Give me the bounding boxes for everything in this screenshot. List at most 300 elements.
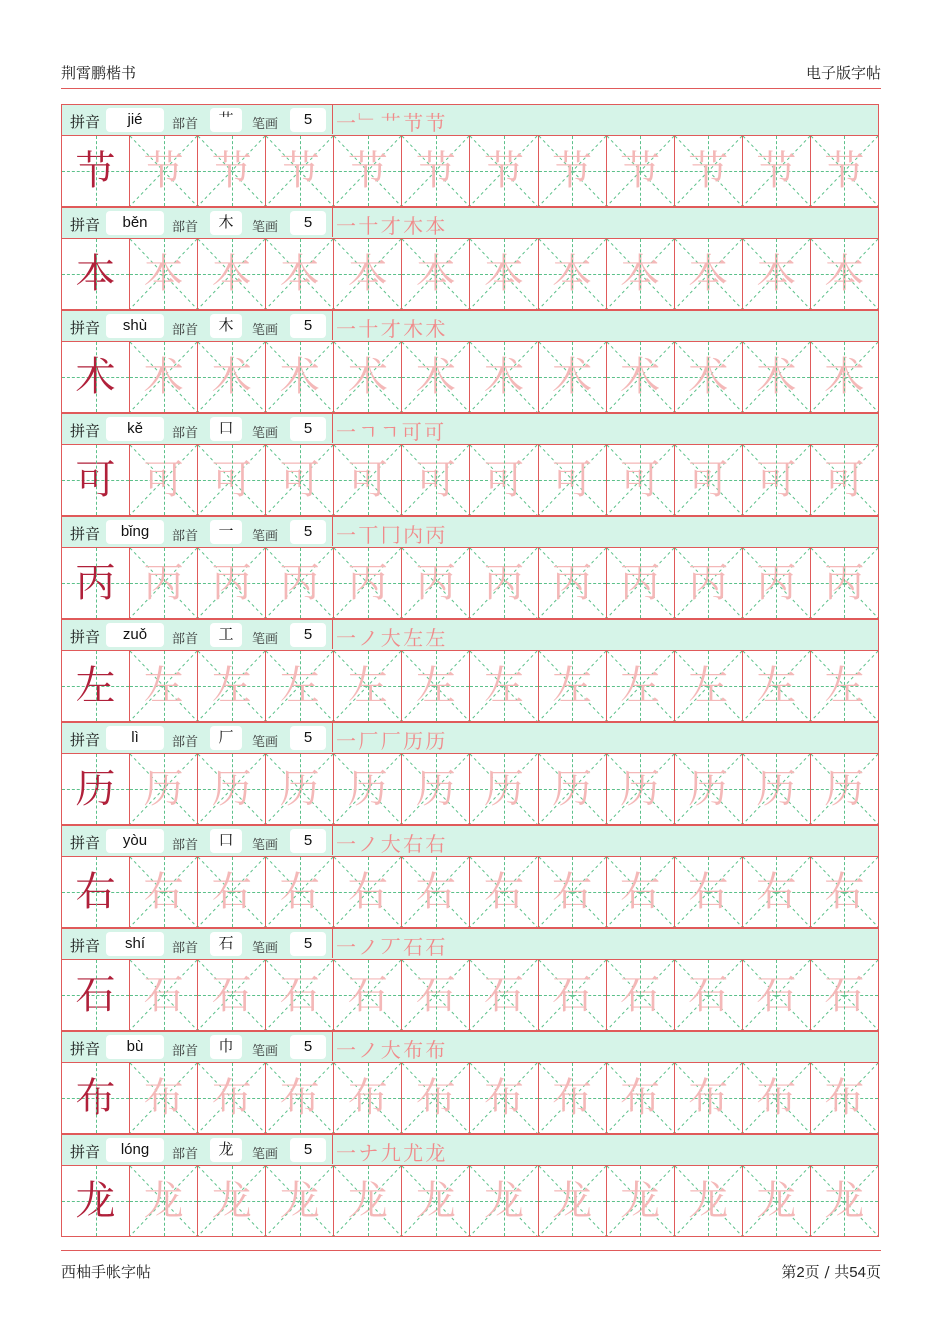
trace-cell bbox=[402, 239, 470, 309]
page-header bbox=[61, 60, 881, 89]
trace-char: 术 bbox=[347, 354, 388, 400]
trace-char: 丙 bbox=[688, 560, 729, 606]
trace-cell bbox=[607, 857, 675, 927]
page-unit: 页 bbox=[804, 1263, 820, 1281]
trace-cell bbox=[743, 857, 811, 927]
strokes-value: 5 bbox=[290, 314, 326, 338]
trace-cell bbox=[470, 136, 538, 206]
trace-cell bbox=[607, 548, 675, 618]
header-title: 荆霄鹏楷书 bbox=[61, 64, 137, 82]
trace-cell bbox=[811, 1166, 878, 1236]
trace-char: 右 bbox=[688, 869, 729, 915]
radical-value: 艹 bbox=[210, 108, 242, 132]
radical-label: 部首 bbox=[172, 941, 199, 956]
model-cell bbox=[62, 754, 130, 824]
trace-char: 历 bbox=[824, 766, 865, 812]
trace-cell bbox=[334, 342, 402, 412]
trace-cell bbox=[130, 136, 198, 206]
strokes-value: 5 bbox=[290, 520, 326, 544]
trace-char: 历 bbox=[347, 766, 388, 812]
char-block bbox=[61, 1031, 879, 1134]
practice-sheet bbox=[61, 104, 879, 1237]
trace-cell bbox=[675, 857, 743, 927]
trace-cell bbox=[266, 651, 334, 721]
model-cell bbox=[62, 445, 130, 515]
trace-cell bbox=[198, 239, 266, 309]
trace-char: 术 bbox=[620, 354, 661, 400]
total-prefix: 共 bbox=[834, 1263, 850, 1281]
trace-cell bbox=[402, 342, 470, 412]
trace-cell bbox=[470, 445, 538, 515]
trace-cell bbox=[743, 754, 811, 824]
pinyin-label: 拼音 bbox=[70, 1040, 101, 1058]
trace-cell bbox=[402, 857, 470, 927]
trace-cell bbox=[539, 857, 607, 927]
trace-char: 左 bbox=[347, 663, 388, 709]
trace-cell bbox=[743, 1063, 811, 1133]
model-cell bbox=[62, 651, 130, 721]
stroke-order-area bbox=[332, 620, 878, 649]
trace-char: 本 bbox=[824, 251, 865, 297]
trace-char: 可 bbox=[484, 457, 524, 503]
model-cell bbox=[62, 342, 130, 412]
total-unit: 页 bbox=[865, 1263, 881, 1281]
trace-char: 丙 bbox=[143, 560, 184, 606]
trace-char: 历 bbox=[415, 766, 456, 812]
trace-char: 布 bbox=[824, 1075, 865, 1121]
stroke-order-area bbox=[332, 105, 878, 134]
trace-char: 龙 bbox=[552, 1178, 593, 1224]
pinyin-label: 拼音 bbox=[70, 525, 101, 543]
practice-grid-row bbox=[61, 136, 879, 207]
trace-cell bbox=[130, 548, 198, 618]
trace-char: 可 bbox=[211, 457, 252, 503]
trace-char: 右 bbox=[211, 869, 252, 915]
trace-cell bbox=[539, 136, 607, 206]
trace-cell bbox=[402, 136, 470, 206]
trace-cell bbox=[198, 445, 266, 515]
trace-char: 节 bbox=[415, 148, 456, 194]
practice-grid-row bbox=[61, 239, 879, 310]
trace-cell bbox=[402, 1166, 470, 1236]
trace-cell bbox=[198, 857, 266, 927]
trace-char: 本 bbox=[347, 251, 388, 297]
radical-value: 口 bbox=[210, 417, 242, 441]
strokes-value: 5 bbox=[290, 829, 326, 853]
trace-cell bbox=[675, 548, 743, 618]
practice-grid-row bbox=[61, 960, 879, 1031]
trace-char: 布 bbox=[347, 1075, 388, 1121]
trace-char: 左 bbox=[620, 663, 661, 709]
trace-cell bbox=[539, 342, 607, 412]
trace-char: 布 bbox=[620, 1075, 661, 1121]
char-block bbox=[61, 825, 879, 928]
page-current: 2 bbox=[796, 1264, 805, 1281]
trace-cell bbox=[402, 1063, 470, 1133]
trace-cell bbox=[539, 1063, 607, 1133]
trace-cell bbox=[811, 445, 878, 515]
trace-cell bbox=[334, 136, 402, 206]
pinyin-label: 拼音 bbox=[70, 937, 101, 955]
trace-cell bbox=[607, 1166, 675, 1236]
trace-char: 龙 bbox=[688, 1178, 729, 1224]
radical-label: 部首 bbox=[172, 529, 199, 544]
char-block bbox=[61, 722, 879, 825]
stroke-order: 一 ㄱ ㄱ 可 可 bbox=[336, 420, 443, 444]
pinyin-value: zuǒ bbox=[106, 623, 164, 647]
trace-cell bbox=[811, 548, 878, 618]
trace-cell bbox=[539, 1166, 607, 1236]
trace-char: 左 bbox=[688, 663, 729, 709]
trace-cell bbox=[470, 857, 538, 927]
trace-char: 布 bbox=[552, 1075, 593, 1121]
trace-char: 左 bbox=[552, 663, 593, 709]
trace-cell bbox=[198, 1063, 266, 1133]
stroke-order: 一 ﹂ 艹 节 节 bbox=[336, 111, 444, 135]
trace-cell bbox=[470, 960, 538, 1030]
trace-char: 本 bbox=[415, 251, 456, 297]
radical-label: 部首 bbox=[172, 838, 199, 853]
trace-cell bbox=[266, 239, 334, 309]
trace-char: 丙 bbox=[620, 560, 661, 606]
trace-cell bbox=[266, 1166, 334, 1236]
strokes-label: 笔画 bbox=[252, 323, 279, 338]
model-char: 石 bbox=[75, 972, 116, 1018]
radical-value: 石 bbox=[210, 932, 242, 956]
radical-value: 龙 bbox=[210, 1138, 242, 1162]
trace-char: 本 bbox=[143, 251, 184, 297]
model-cell bbox=[62, 857, 130, 927]
trace-char: 龙 bbox=[756, 1178, 797, 1224]
trace-char: 右 bbox=[824, 869, 865, 915]
trace-cell bbox=[266, 445, 334, 515]
trace-char: 石 bbox=[211, 972, 252, 1018]
radical-value: 工 bbox=[210, 623, 242, 647]
stroke-order: 一 厂 厂 历 历 bbox=[336, 729, 444, 753]
trace-cell bbox=[539, 445, 607, 515]
trace-cell bbox=[198, 548, 266, 618]
trace-cell bbox=[334, 857, 402, 927]
model-cell bbox=[62, 1063, 130, 1133]
strokes-label: 笔画 bbox=[252, 1147, 279, 1162]
model-cell bbox=[62, 1166, 130, 1236]
model-char: 龙 bbox=[75, 1178, 116, 1224]
trace-char: 右 bbox=[279, 869, 320, 915]
trace-cell bbox=[334, 1063, 402, 1133]
radical-value: 口 bbox=[210, 829, 242, 853]
radical-value: 巾 bbox=[210, 1035, 242, 1059]
char-info-row bbox=[61, 413, 879, 445]
char-block bbox=[61, 310, 879, 413]
trace-cell bbox=[198, 754, 266, 824]
page-footer bbox=[61, 1250, 881, 1287]
stroke-order-area bbox=[332, 414, 878, 443]
char-info-row bbox=[61, 516, 879, 548]
trace-char: 龙 bbox=[143, 1178, 184, 1224]
pinyin-value: lóng bbox=[106, 1138, 164, 1162]
strokes-label: 笔画 bbox=[252, 220, 279, 235]
trace-char: 右 bbox=[756, 869, 797, 915]
model-char: 布 bbox=[75, 1075, 116, 1121]
trace-cell bbox=[607, 136, 675, 206]
trace-cell bbox=[675, 960, 743, 1030]
trace-char: 布 bbox=[211, 1075, 252, 1121]
pinyin-value: lì bbox=[106, 726, 164, 750]
trace-char: 历 bbox=[211, 766, 252, 812]
model-char: 丙 bbox=[75, 560, 116, 606]
trace-char: 龙 bbox=[415, 1178, 456, 1224]
radical-label: 部首 bbox=[172, 735, 199, 750]
strokes-label: 笔画 bbox=[252, 941, 279, 956]
trace-char: 历 bbox=[552, 766, 593, 812]
char-info-row bbox=[61, 207, 879, 239]
trace-cell bbox=[539, 754, 607, 824]
stroke-order-area bbox=[332, 1032, 878, 1061]
trace-cell bbox=[334, 1166, 402, 1236]
header-subtitle: 电子版字帖 bbox=[805, 64, 881, 82]
trace-char: 石 bbox=[688, 972, 729, 1018]
trace-char: 左 bbox=[824, 663, 865, 709]
trace-cell bbox=[607, 342, 675, 412]
trace-cell bbox=[811, 342, 878, 412]
stroke-order-area bbox=[332, 723, 878, 752]
trace-cell bbox=[811, 239, 878, 309]
trace-char: 布 bbox=[688, 1075, 729, 1121]
trace-cell bbox=[675, 651, 743, 721]
trace-cell bbox=[539, 548, 607, 618]
trace-cell bbox=[198, 651, 266, 721]
trace-char: 右 bbox=[347, 869, 388, 915]
radical-value: 木 bbox=[210, 211, 242, 235]
trace-cell bbox=[607, 239, 675, 309]
trace-char: 本 bbox=[279, 251, 320, 297]
stroke-order: 一 十 才 木 术 bbox=[336, 317, 444, 341]
strokes-label: 笔画 bbox=[252, 838, 279, 853]
trace-char: 龙 bbox=[347, 1178, 388, 1224]
trace-char: 本 bbox=[688, 251, 729, 297]
strokes-value: 5 bbox=[290, 1138, 326, 1162]
trace-char: 节 bbox=[552, 148, 593, 194]
char-block bbox=[61, 104, 879, 207]
trace-cell bbox=[470, 754, 538, 824]
trace-cell bbox=[334, 548, 402, 618]
trace-char: 右 bbox=[620, 869, 661, 915]
practice-grid-row bbox=[61, 342, 879, 413]
trace-cell bbox=[743, 960, 811, 1030]
trace-char: 节 bbox=[347, 148, 388, 194]
practice-grid-row bbox=[61, 651, 879, 722]
practice-grid-row bbox=[61, 857, 879, 928]
char-info-row bbox=[61, 825, 879, 857]
trace-char: 可 bbox=[688, 457, 729, 503]
model-char: 术 bbox=[75, 354, 116, 400]
strokes-label: 笔画 bbox=[252, 1044, 279, 1059]
trace-cell bbox=[743, 445, 811, 515]
trace-char: 历 bbox=[484, 766, 524, 812]
trace-char: 术 bbox=[824, 354, 865, 400]
radical-label: 部首 bbox=[172, 1147, 199, 1162]
trace-char: 本 bbox=[620, 251, 661, 297]
model-char: 历 bbox=[75, 766, 116, 812]
stroke-order-area bbox=[332, 517, 878, 546]
stroke-order-area bbox=[332, 929, 878, 958]
trace-cell bbox=[607, 651, 675, 721]
radical-value: 一 bbox=[210, 520, 242, 544]
stroke-order: 一 ナ 九 尤 龙 bbox=[336, 1141, 444, 1165]
trace-char: 本 bbox=[484, 251, 524, 297]
pinyin-label: 拼音 bbox=[70, 216, 101, 234]
trace-char: 术 bbox=[484, 354, 524, 400]
pinyin-value: jié bbox=[106, 108, 164, 132]
pinyin-label: 拼音 bbox=[70, 319, 101, 337]
trace-char: 可 bbox=[415, 457, 456, 503]
trace-cell bbox=[198, 1166, 266, 1236]
char-block bbox=[61, 413, 879, 516]
trace-cell bbox=[811, 857, 878, 927]
trace-cell bbox=[266, 754, 334, 824]
trace-char: 可 bbox=[279, 457, 320, 503]
trace-char: 石 bbox=[484, 972, 524, 1018]
radical-label: 部首 bbox=[172, 117, 199, 132]
trace-cell bbox=[334, 754, 402, 824]
trace-char: 可 bbox=[620, 457, 661, 503]
trace-char: 术 bbox=[552, 354, 593, 400]
trace-char: 可 bbox=[756, 457, 797, 503]
char-info-row bbox=[61, 928, 879, 960]
trace-char: 龙 bbox=[279, 1178, 320, 1224]
trace-cell bbox=[198, 960, 266, 1030]
trace-char: 左 bbox=[211, 663, 252, 709]
trace-cell bbox=[266, 342, 334, 412]
trace-cell bbox=[743, 136, 811, 206]
trace-char: 节 bbox=[279, 148, 320, 194]
trace-cell bbox=[130, 239, 198, 309]
model-cell bbox=[62, 960, 130, 1030]
trace-cell bbox=[743, 1166, 811, 1236]
trace-cell bbox=[675, 342, 743, 412]
trace-cell bbox=[402, 445, 470, 515]
trace-cell bbox=[811, 754, 878, 824]
strokes-label: 笔画 bbox=[252, 735, 279, 750]
stroke-order-area bbox=[332, 311, 878, 340]
pinyin-label: 拼音 bbox=[70, 1143, 101, 1161]
trace-cell bbox=[266, 136, 334, 206]
char-block bbox=[61, 516, 879, 619]
trace-char: 丙 bbox=[347, 560, 388, 606]
trace-cell bbox=[743, 548, 811, 618]
trace-char: 可 bbox=[824, 457, 865, 503]
pinyin-value: bù bbox=[106, 1035, 164, 1059]
trace-char: 石 bbox=[552, 972, 593, 1018]
page-separator: / bbox=[819, 1263, 835, 1281]
trace-char: 左 bbox=[756, 663, 797, 709]
trace-char: 布 bbox=[143, 1075, 184, 1121]
trace-cell bbox=[130, 754, 198, 824]
stroke-order: 一 ノ 大 左 左 bbox=[336, 626, 444, 650]
trace-cell bbox=[402, 754, 470, 824]
trace-cell bbox=[470, 342, 538, 412]
strokes-value: 5 bbox=[290, 1035, 326, 1059]
model-cell bbox=[62, 548, 130, 618]
radical-value: 厂 bbox=[210, 726, 242, 750]
pinyin-label: 拼音 bbox=[70, 113, 101, 131]
pinyin-value: shí bbox=[106, 932, 164, 956]
pinyin-label: 拼音 bbox=[70, 834, 101, 852]
trace-cell bbox=[675, 1063, 743, 1133]
trace-char: 右 bbox=[143, 869, 184, 915]
trace-char: 布 bbox=[415, 1075, 456, 1121]
practice-grid-row bbox=[61, 1063, 879, 1134]
practice-grid-row bbox=[61, 1166, 879, 1237]
stroke-order-area bbox=[332, 826, 878, 855]
radical-value: 木 bbox=[210, 314, 242, 338]
trace-cell bbox=[743, 239, 811, 309]
strokes-label: 笔画 bbox=[252, 117, 279, 132]
trace-char: 丙 bbox=[552, 560, 593, 606]
model-char: 可 bbox=[75, 457, 116, 503]
trace-cell bbox=[334, 239, 402, 309]
trace-char: 石 bbox=[824, 972, 865, 1018]
trace-char: 丙 bbox=[415, 560, 456, 606]
model-char: 左 bbox=[75, 663, 116, 709]
trace-cell bbox=[266, 548, 334, 618]
pinyin-label: 拼音 bbox=[70, 422, 101, 440]
trace-cell bbox=[130, 857, 198, 927]
trace-char: 术 bbox=[688, 354, 729, 400]
pinyin-value: běn bbox=[106, 211, 164, 235]
trace-char: 术 bbox=[211, 354, 252, 400]
trace-char: 石 bbox=[347, 972, 388, 1018]
trace-char: 丙 bbox=[756, 560, 797, 606]
trace-char: 节 bbox=[688, 148, 729, 194]
trace-char: 可 bbox=[552, 457, 593, 503]
stroke-order: 一 丅 冂 内 丙 bbox=[336, 523, 444, 547]
model-char: 本 bbox=[75, 251, 116, 297]
trace-char: 布 bbox=[756, 1075, 797, 1121]
model-cell bbox=[62, 239, 130, 309]
trace-char: 术 bbox=[756, 354, 797, 400]
trace-char: 本 bbox=[211, 251, 252, 297]
trace-char: 历 bbox=[279, 766, 320, 812]
trace-cell bbox=[130, 651, 198, 721]
trace-char: 可 bbox=[143, 457, 184, 503]
radical-label: 部首 bbox=[172, 323, 199, 338]
trace-char: 石 bbox=[620, 972, 661, 1018]
trace-cell bbox=[811, 136, 878, 206]
trace-cell bbox=[743, 342, 811, 412]
trace-char: 节 bbox=[756, 148, 797, 194]
trace-cell bbox=[607, 960, 675, 1030]
strokes-value: 5 bbox=[290, 932, 326, 956]
model-char: 右 bbox=[75, 869, 116, 915]
trace-cell bbox=[675, 445, 743, 515]
page-indicator bbox=[781, 1261, 881, 1282]
trace-cell bbox=[266, 857, 334, 927]
char-block bbox=[61, 619, 879, 722]
trace-char: 术 bbox=[415, 354, 456, 400]
trace-char: 丙 bbox=[484, 560, 524, 606]
char-block bbox=[61, 1134, 879, 1237]
char-block bbox=[61, 207, 879, 310]
stroke-order: 一 ノ 大 布 布 bbox=[336, 1038, 444, 1062]
trace-cell bbox=[198, 342, 266, 412]
strokes-label: 笔画 bbox=[252, 529, 279, 544]
page-total: 54 bbox=[849, 1264, 866, 1281]
trace-cell bbox=[266, 960, 334, 1030]
trace-char: 节 bbox=[484, 148, 524, 194]
radical-label: 部首 bbox=[172, 426, 199, 441]
trace-char: 石 bbox=[415, 972, 456, 1018]
